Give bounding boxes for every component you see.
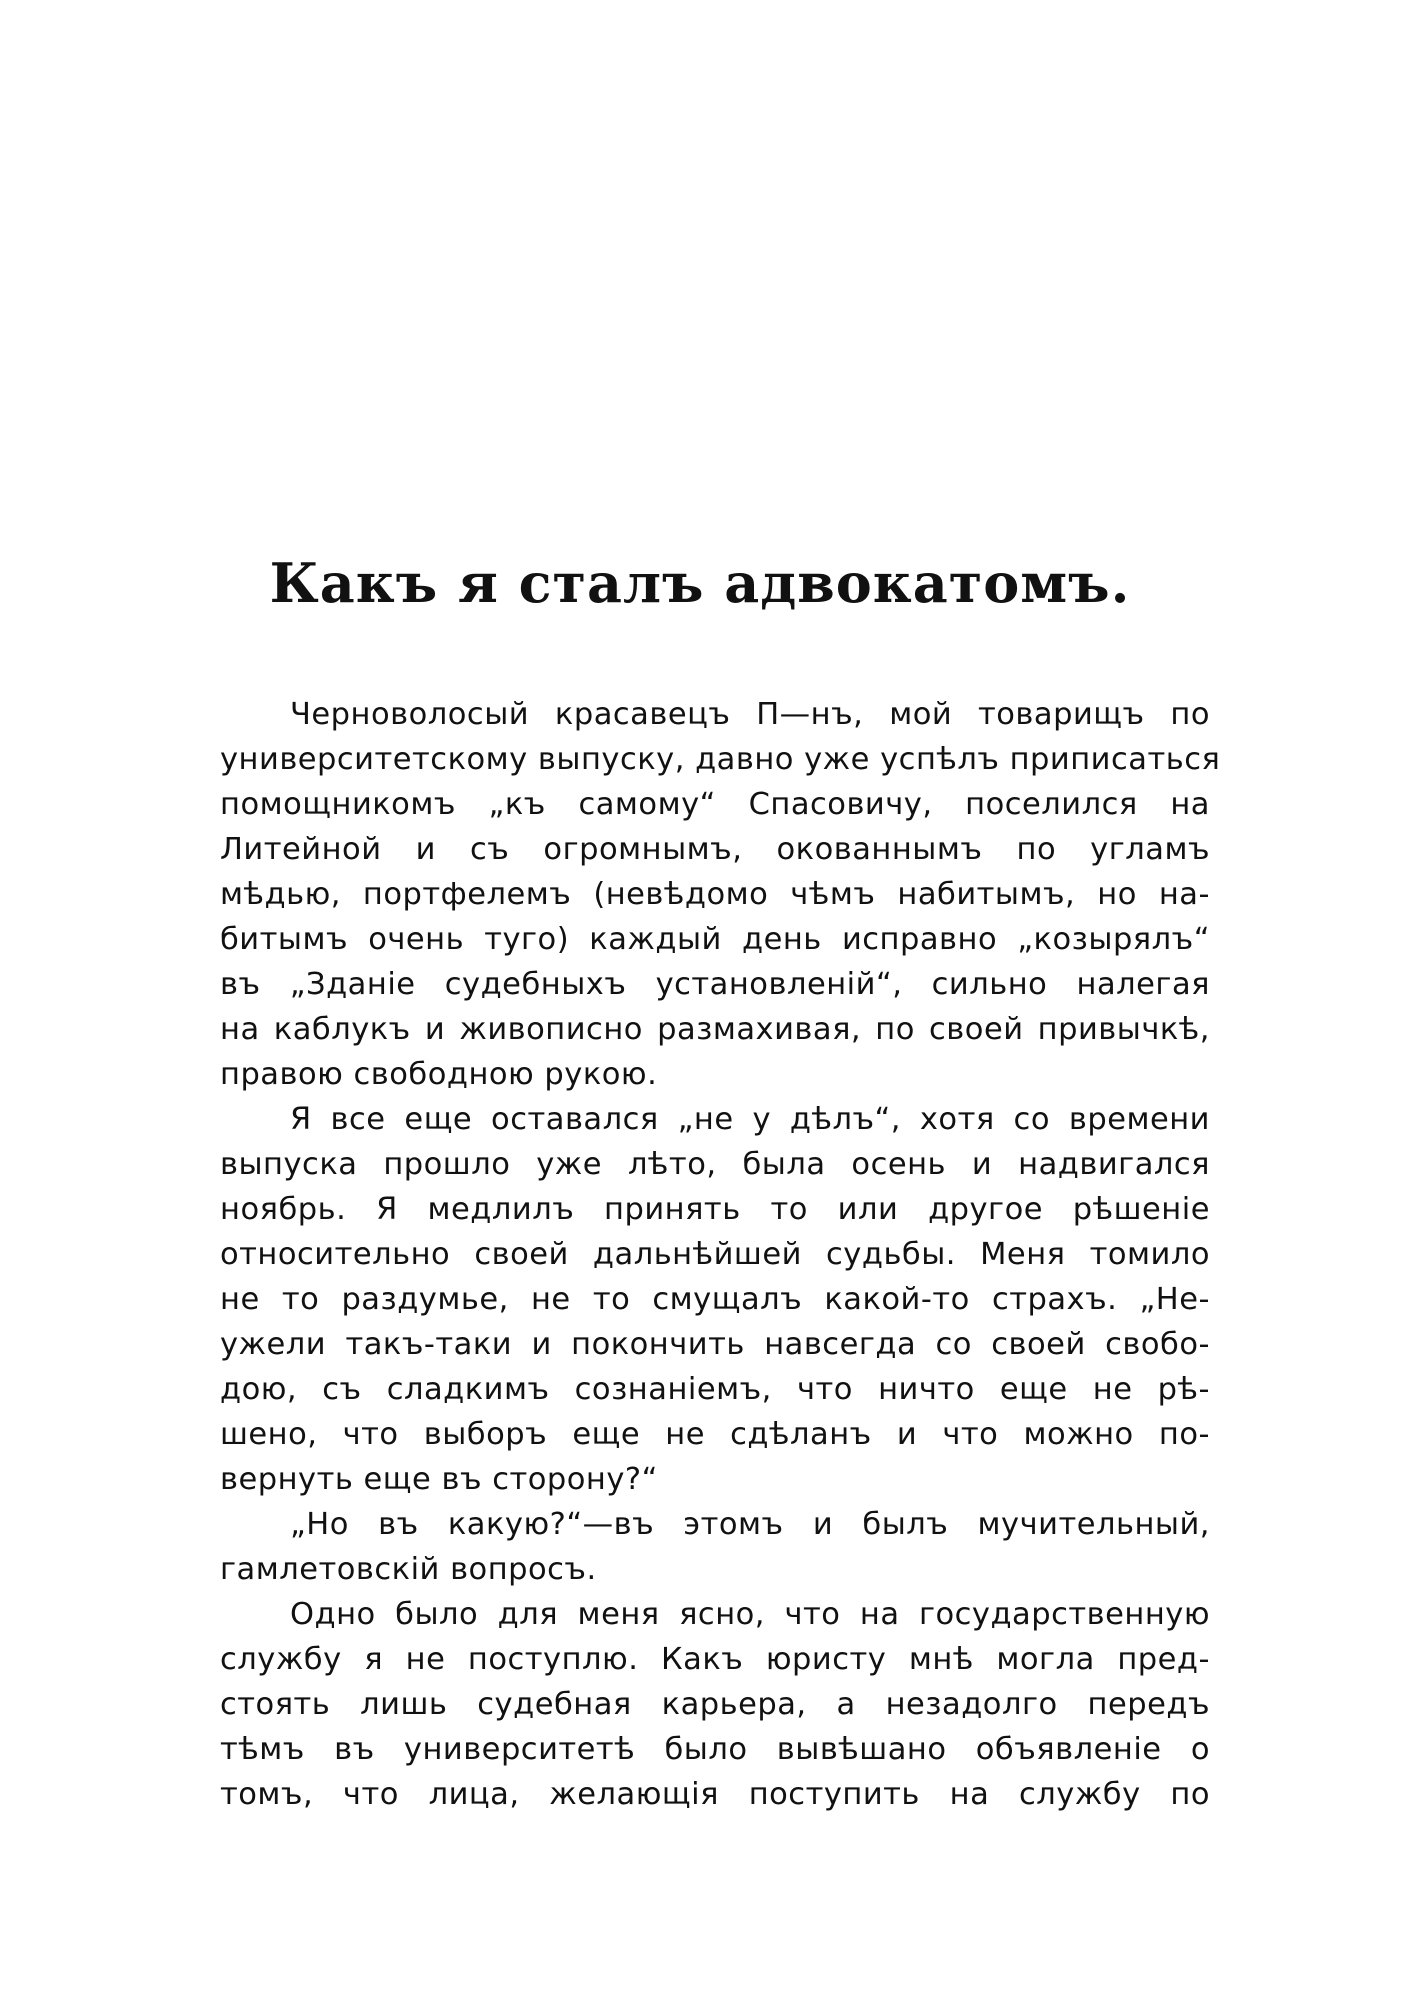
chapter-title: Какъ я сталъ адвокатомъ. — [269, 551, 1131, 615]
text-line: вернуть еще въ сторону?“ — [220, 1462, 658, 1497]
text-line: относительно своей дальнѣйшей судьбы. Меня томило — [220, 1237, 1210, 1272]
text-line: ужели такъ-таки и покончить навсегда со своей свобо- — [220, 1327, 1210, 1362]
text-line: дою, съ сладкимъ сознаніемъ, что ничто еще не рѣ- — [220, 1372, 1210, 1407]
paragraph — [220, 1592, 1210, 1817]
text-line: тѣмъ въ университетѣ было вывѣшано объявленіе о — [220, 1732, 1210, 1767]
text-line: томъ, что лица, желающія поступить на службу по — [220, 1777, 1210, 1812]
paragraph — [220, 692, 1221, 1097]
paragraph — [220, 1502, 1210, 1592]
text-line: гамлетовскій вопросъ. — [220, 1552, 597, 1587]
text-line: выпуска прошло уже лѣто, была осень и надвигался — [220, 1147, 1210, 1182]
text-line: мѣдью, портфелемъ (невѣдомо чѣмъ набитымъ, но на- — [220, 877, 1210, 912]
text-line: въ „Зданіе судебныхъ установленій“, сильно налегая — [220, 967, 1210, 1002]
text-line: не то раздумье, не то смущалъ какой-то страхъ. „Не- — [220, 1282, 1210, 1317]
text-line: Одно было для меня ясно, что на государственную — [290, 1597, 1210, 1632]
text-line: на каблукъ и живописно размахивая, по своей привычкѣ, — [220, 1012, 1210, 1047]
text-line: Я все еще оставался „не у дѣлъ“, хотя со времени — [290, 1102, 1210, 1137]
text-line: ноябрь. Я медлилъ принять то или другое рѣшеніе — [220, 1192, 1210, 1227]
text-line: правою свободною рукою. — [220, 1057, 658, 1092]
text-line: шено, что выборъ еще не сдѣланъ и что можно по- — [220, 1417, 1210, 1452]
text-line: Литейной и съ огромнымъ, окованнымъ по угламъ — [220, 832, 1210, 867]
paragraph — [220, 1097, 1210, 1502]
text-line: помощникомъ „къ самому“ Спасовичу, поселился на — [220, 787, 1210, 822]
text-line: Черноволосый красавецъ П—нъ, мой товарищъ по — [290, 697, 1210, 732]
text-line: битымъ очень туго) каждый день исправно „козырялъ“ — [220, 922, 1210, 957]
text-line: университетскому выпуску, давно уже успѣлъ приписаться — [220, 742, 1221, 777]
text-line: „Но въ какую?“—въ этомъ и былъ мучительный, — [290, 1507, 1210, 1542]
body-text — [220, 692, 1221, 1817]
text-line: службу я не поступлю. Какъ юристу мнѣ могла пред- — [220, 1642, 1210, 1677]
text-line: стоять лишь судебная карьера, а незадолго передъ — [220, 1687, 1210, 1722]
